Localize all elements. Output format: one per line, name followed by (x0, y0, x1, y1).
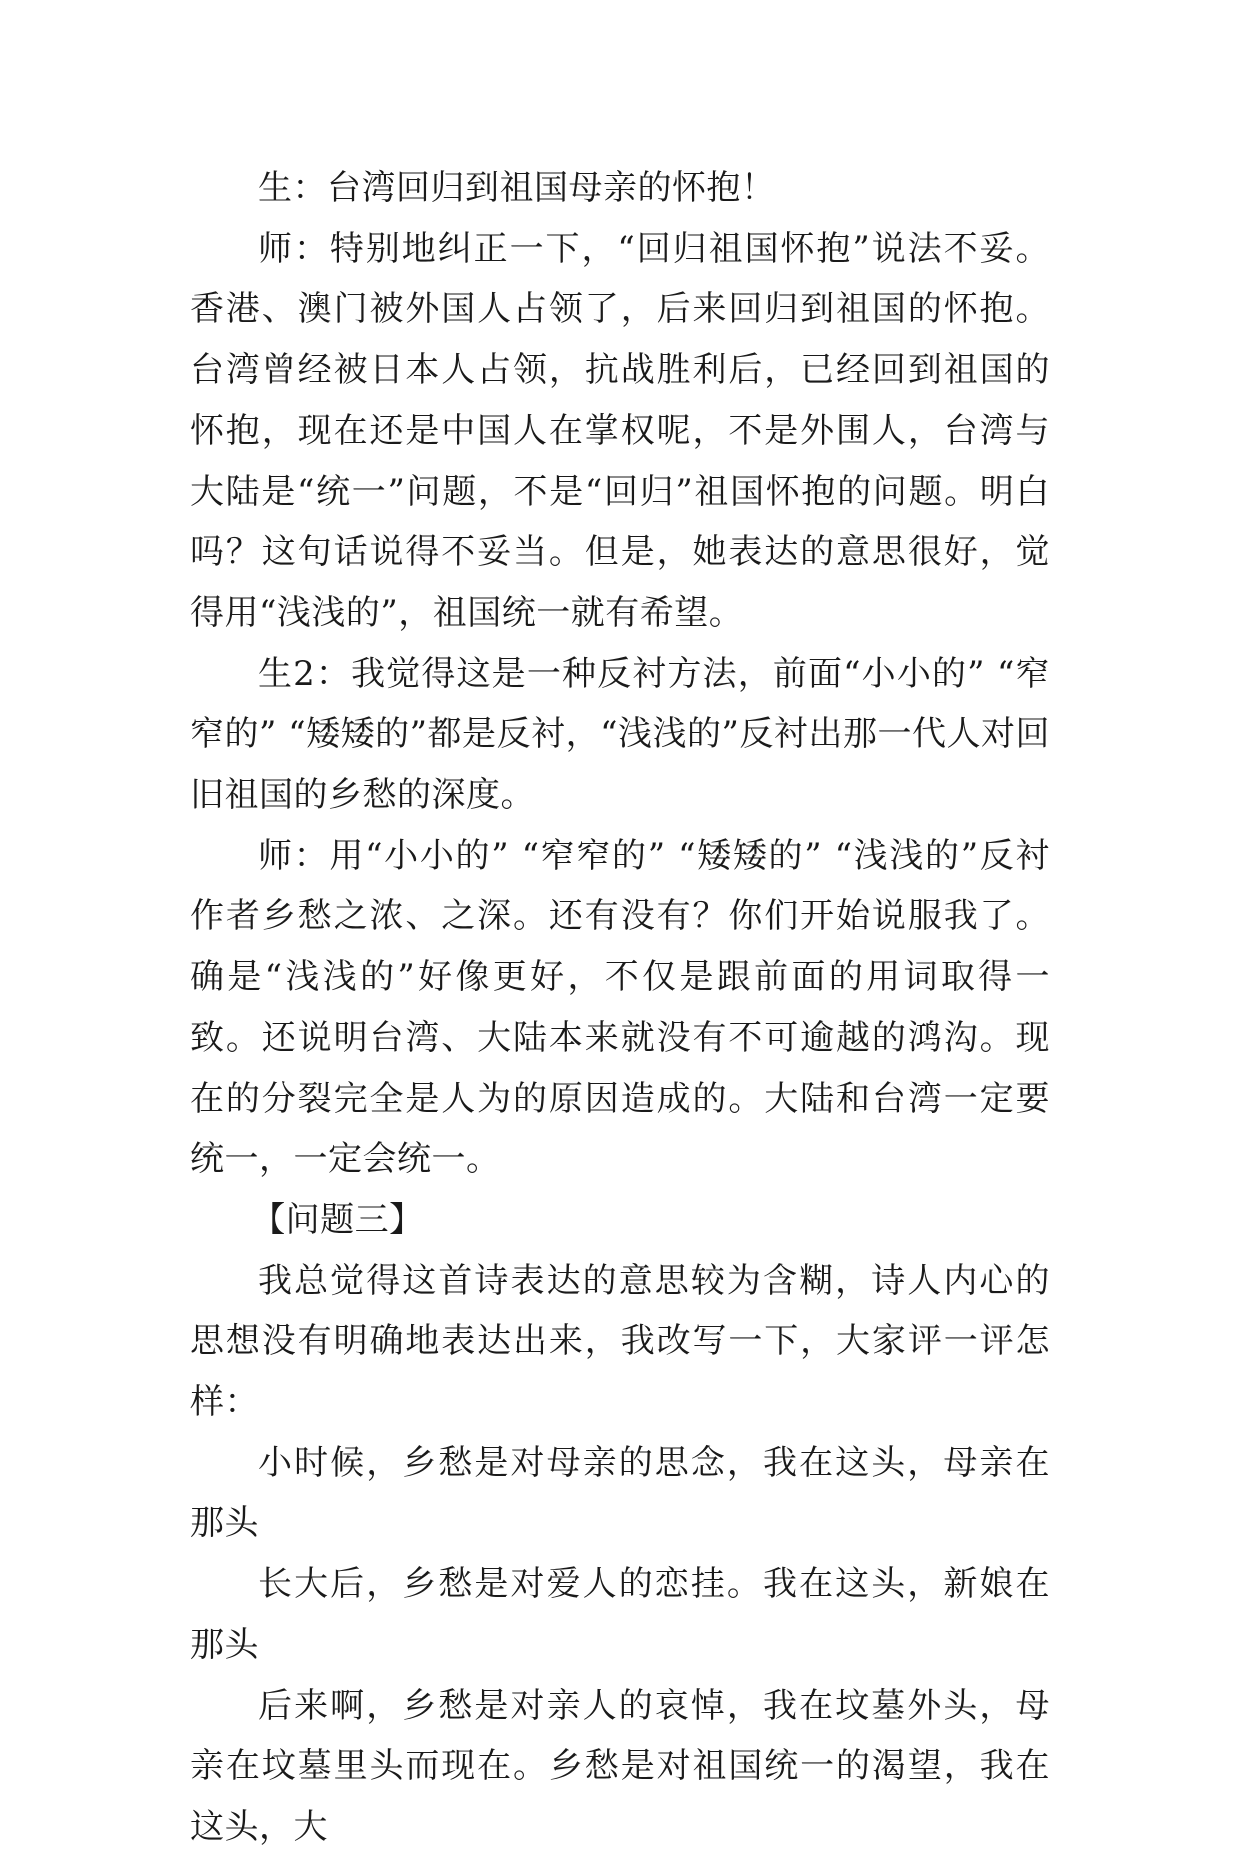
paragraph-rewrite-line-1: 小时候，乡愁是对母亲的思念，我在这头，母亲在那头 (190, 1442, 1050, 1544)
paragraph-rewrite-line-2: 长大后，乡愁是对爱人的恋挂。我在这头，新娘在那头 (190, 1564, 1050, 1665)
paragraph-rewrite-line-3: 后来啊，乡愁是对亲人的哀悼，我在坟墓外头，母亲在坟墓里头而现在。乡愁是对祖国统一的渴望，我在这头，大 (190, 1685, 1050, 1847)
paragraph-teacher-correction: 师：特别地纠正一下，“回归祖国怀抱”说法不妥。香港、澳门被外国人占领了，后来回归到祖国的怀抱。台湾曾经被日本人占领，抗战胜利后，已经回到祖国的怀抱，现在还是中国人在掌权呢，不是外围人，台湾与大陆是“统一”问题，不是“回归”祖国怀抱的问题。明白吗？这句话说得不妥当。但是，她表达的意思很好，觉得用“浅浅的”，祖国统一就有希望。 (190, 228, 1050, 633)
section-heading-question-3: 【问题三】 (251, 1199, 424, 1240)
paragraph-student-2: 生2：我觉得这是一种反衬方法，前面“小小的” “窄窄的” “矮矮的”都是反衬，“浅浅的”反衬出那一代人对回旧祖国的乡愁的深度。 (190, 653, 1050, 816)
document-body (190, 158, 1050, 1858)
paragraph-student-answer: 生：台湾回归到祖国母亲的怀抱！ (258, 168, 776, 208)
paragraph-teacher-summary: 师：用“小小的” “窄窄的” “矮矮的” “浅浅的”反衬作者乡愁之浓、之深。还有没有？你们开始说服我了。确是“浅浅的”好像更好，不仅是跟前面的用词取得一致。还说明台湾、大陆本来就没有不可逾越的鸿沟。现在的分裂完全是人为的原因造成的。大陆和台湾一定要统一，一定会统一。 (190, 835, 1050, 1180)
paragraph-rewrite-intro: 我总觉得这首诗表达的意思较为含糊，诗人内心的思想没有明确地表达出来，我改写一下，大家评一评怎样： (190, 1260, 1050, 1423)
